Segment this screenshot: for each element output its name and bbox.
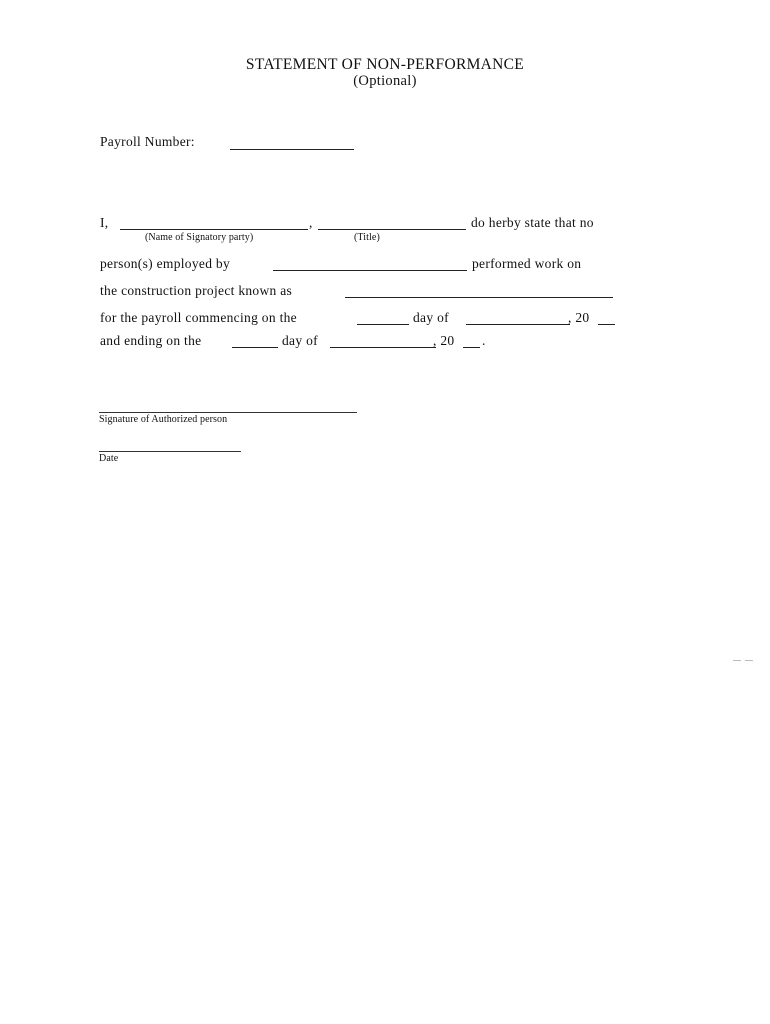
payroll-number-label: Payroll Number: — [100, 134, 195, 149]
line2-end-text: performed work on — [472, 256, 582, 271]
employer-field[interactable] — [273, 270, 467, 271]
line5-end-period: . — [482, 333, 486, 348]
line5-year-prefix: , 20 — [433, 333, 455, 348]
ending-day-field[interactable] — [232, 347, 278, 348]
signatory-title-field[interactable] — [318, 229, 466, 230]
signatory-name-field[interactable] — [120, 229, 308, 230]
line1-start-text: I, — [100, 215, 109, 230]
line5-start-text: and ending on the — [100, 333, 202, 348]
date-label: Date — [99, 453, 119, 464]
project-name-field[interactable] — [345, 297, 613, 298]
commencing-year-field[interactable] — [598, 324, 615, 325]
line3-start-text: the construction project known as — [100, 283, 293, 298]
signature-label: Signature of Authorized person — [99, 414, 228, 425]
commencing-month-field[interactable] — [466, 324, 570, 325]
signature-line[interactable] — [99, 412, 357, 413]
line1-comma: , — [309, 215, 313, 230]
document-title: STATEMENT OF NON-PERFORMANCE — [245, 56, 525, 73]
line2-start-text: person(s) employed by — [100, 256, 231, 271]
document-subtitle: (Optional) — [353, 73, 417, 89]
date-line[interactable] — [99, 451, 241, 452]
commencing-day-field[interactable] — [357, 324, 409, 325]
signatory-name-label: (Name of Signatory party) — [145, 232, 254, 243]
line4-start-text: for the payroll commencing on the — [100, 310, 297, 325]
ending-month-field[interactable] — [330, 347, 436, 348]
line5-day-of-text: day of — [282, 333, 318, 348]
line4-year-prefix: , 20 — [568, 310, 590, 325]
signatory-title-label: (Title) — [354, 232, 380, 243]
payroll-number-field[interactable] — [230, 149, 354, 150]
line4-day-of-text: day of — [413, 310, 449, 325]
scan-speck — [733, 660, 741, 661]
scan-speck — [745, 660, 753, 661]
line1-end-text: do herby state that no — [471, 215, 594, 230]
ending-year-field[interactable] — [463, 347, 480, 348]
